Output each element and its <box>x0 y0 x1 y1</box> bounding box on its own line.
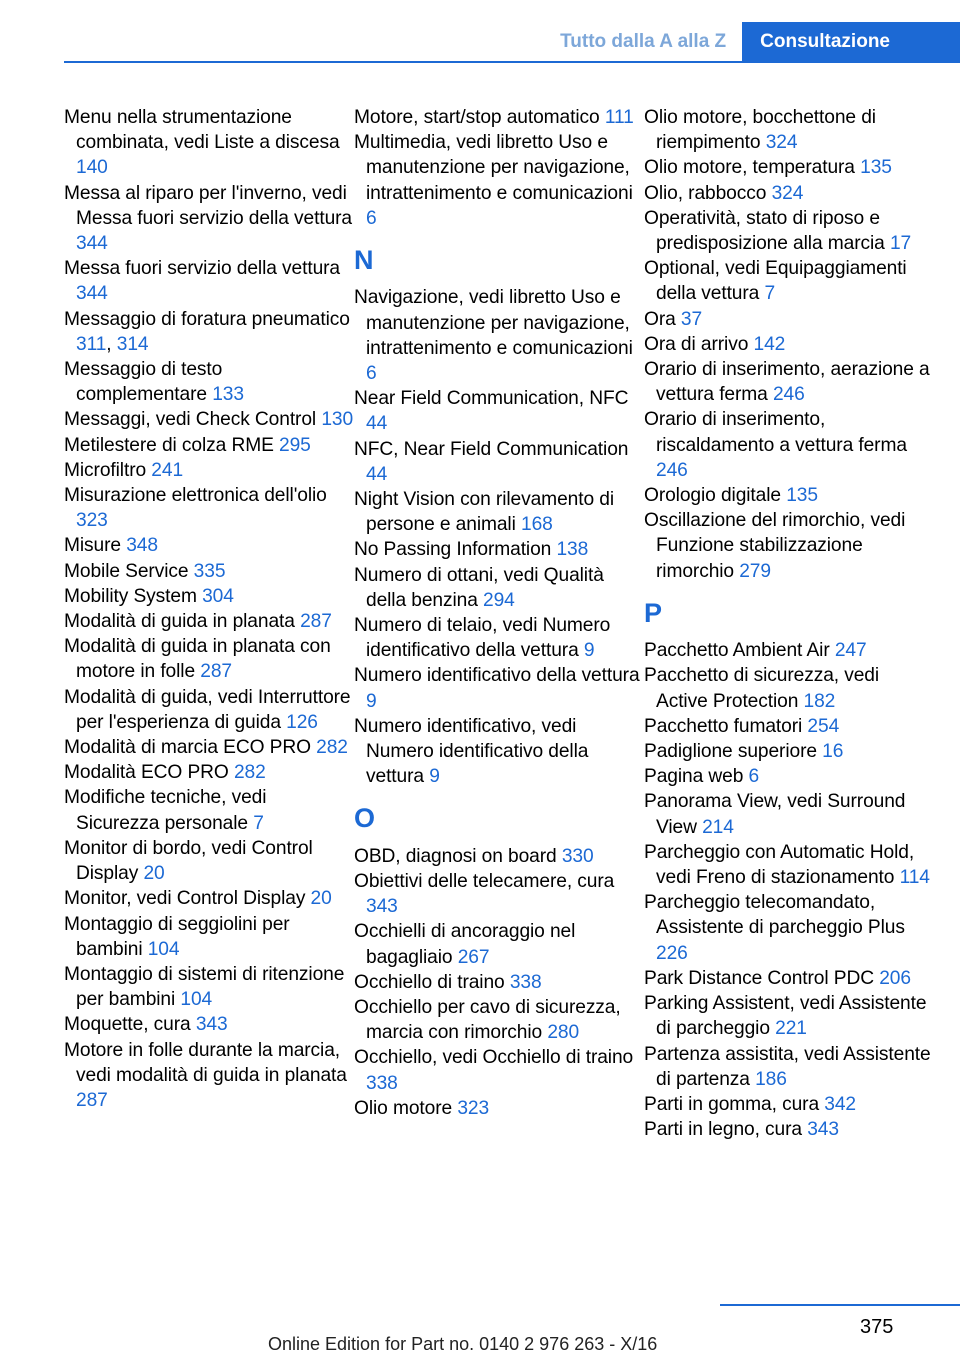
page-link[interactable]: 247 <box>834 640 867 662</box>
index-entry-text: Near Field Communication, NFC <box>354 388 629 410</box>
section-title: Tutto dalla A alla Z <box>560 31 727 52</box>
page-link[interactable]: 280 <box>547 1022 580 1044</box>
edition-note: Online Edition for Part no. 0140 2 976 263 - X/16 <box>268 1334 658 1354</box>
index-entry <box>644 407 934 483</box>
index-entry <box>644 332 934 357</box>
index-entry <box>64 105 354 181</box>
page-link[interactable]: 130 <box>321 409 354 431</box>
page-link[interactable]: 37 <box>680 308 703 330</box>
page-link[interactable]: 267 <box>457 946 490 968</box>
page-link[interactable]: 133 <box>212 384 244 406</box>
index-entry-text: Messaggi, vedi Check Control <box>64 409 317 431</box>
index-entry <box>644 105 934 155</box>
footer-rule <box>720 1304 960 1306</box>
index-entry <box>354 613 644 663</box>
page-link[interactable]: 343 <box>807 1119 839 1141</box>
index-entry <box>644 357 934 407</box>
index-entry-text: Olio motore, bocchettone di riempimento <box>644 107 876 154</box>
index-entry <box>354 919 644 969</box>
page-link[interactable]: 323 <box>76 510 108 532</box>
index-entry <box>354 563 644 613</box>
page-link[interactable]: 344 <box>76 233 108 255</box>
index-entry <box>64 735 354 760</box>
index-entry <box>64 685 354 735</box>
page-link[interactable]: 140 <box>76 157 108 179</box>
index-entry <box>64 634 354 684</box>
page-link[interactable]: 7 <box>764 283 776 305</box>
page-link[interactable]: 314 <box>116 333 149 355</box>
page-link[interactable]: 20 <box>143 863 165 885</box>
index-entry-text: Ora di arrivo <box>644 333 749 355</box>
running-header <box>560 22 960 62</box>
page-link[interactable]: 342 <box>824 1093 856 1115</box>
index-entry <box>644 638 934 663</box>
index-entry <box>354 663 644 713</box>
index-entry-text: Occhiello per cavo di sicurezza, marcia con rimorchio <box>354 997 621 1044</box>
index-column-2 <box>354 105 644 1142</box>
index-entry-text: Olio motore <box>354 1097 453 1119</box>
index-entry <box>644 789 934 839</box>
index-entry-text: Pacchetto fumatori <box>644 715 803 737</box>
index-entry-text: Occhiello di traino <box>354 971 505 993</box>
index-entry-text: Oscillazione del rimorchio, vedi Funzione stabilizzazione rimorchio <box>644 510 906 582</box>
index-entry-text: NFC, Near Field Communication <box>354 438 629 460</box>
index-entry <box>644 739 934 764</box>
index-entry <box>64 483 354 533</box>
index-entry <box>644 764 934 789</box>
index-entry <box>354 844 644 869</box>
page-link[interactable]: 282 <box>316 737 348 759</box>
index-entry <box>644 181 934 206</box>
index-entry <box>354 386 644 436</box>
index-entry-text: Orario di inserimento, aerazione a vettura ferma <box>644 359 930 406</box>
page-link[interactable]: 323 <box>457 1097 490 1119</box>
index-entry-text: Pacchetto di sicurezza, vedi Active Protection <box>644 665 880 712</box>
index-entry-text: Modalità di guida, vedi Interruttore per l'esperienza di guida <box>64 686 351 733</box>
index-entry-text: Pacchetto Ambient Air <box>644 640 830 662</box>
page-link[interactable]: 304 <box>202 585 234 607</box>
page-link[interactable]: 246 <box>772 384 805 406</box>
index-entry <box>64 1038 354 1114</box>
index-entry <box>64 1012 354 1037</box>
index-entry <box>644 840 934 890</box>
page-link[interactable]: 44 <box>366 463 388 485</box>
index-entry-text: Motore in folle durante la marcia, vedi modalità di guida in planata <box>64 1039 347 1086</box>
index-entry-text: Occhiello, vedi Occhiello di traino <box>354 1047 634 1069</box>
index-entry: Messaggio di foratura pneumatico 311, 314 <box>64 308 350 355</box>
page-link[interactable]: 6 <box>748 766 760 788</box>
index-entry <box>354 105 644 130</box>
page-link[interactable]: 254 <box>807 715 840 737</box>
index-entry <box>644 206 934 256</box>
index-entry <box>354 869 644 919</box>
index-entry <box>644 890 934 966</box>
page-link[interactable]: 104 <box>180 989 213 1011</box>
page-link[interactable]: 182 <box>803 690 836 712</box>
page-link[interactable]: 104 <box>147 938 180 960</box>
index-entry <box>354 1045 644 1095</box>
index-entry-text: Obiettivi delle telecamere, cura <box>354 871 615 893</box>
index-entry-text: Parcheggio con Automatic Hold, vedi Freno di stazionamento <box>644 841 915 889</box>
page-link[interactable]: 344 <box>76 283 108 305</box>
page-link[interactable]: 338 <box>366 1072 398 1094</box>
page-link[interactable]: 20 <box>310 888 332 910</box>
page-link[interactable]: 17 <box>889 233 912 255</box>
index-entry-text: Montaggio di sistemi di ritenzione per bambini <box>64 963 345 1011</box>
page-link[interactable]: 142 <box>753 333 786 355</box>
index-entry-text: Partenza assistita, vedi Assistente di partenza <box>644 1043 931 1090</box>
page-link[interactable]: 206 <box>879 967 911 989</box>
index-entry <box>354 537 644 562</box>
page-link[interactable]: 343 <box>366 896 398 918</box>
index-entry-text: Operatività, stato di riposo e predisposizione alla marcia <box>644 207 885 255</box>
index-entry <box>64 357 354 407</box>
page-link[interactable]: 6 <box>366 363 377 385</box>
index-entry-text: Numero di telaio, vedi Numero identificativo della vettura <box>354 615 611 662</box>
index-entry-text: Microfiltro <box>64 459 147 481</box>
index-columns <box>64 105 934 1142</box>
page-link[interactable]: 324 <box>771 182 804 204</box>
index-entry <box>64 912 354 962</box>
page-link[interactable]: 9 <box>583 640 595 662</box>
page-link[interactable]: 279 <box>739 560 771 582</box>
index-entry-text: Padiglione superiore <box>644 741 817 763</box>
index-entry <box>64 458 354 483</box>
page-link[interactable]: 246 <box>656 459 688 481</box>
page-link[interactable]: 324 <box>765 132 798 154</box>
page-link[interactable]: 114 <box>899 867 930 889</box>
page-link[interactable]: 282 <box>233 762 266 784</box>
index-entry <box>354 970 644 995</box>
index-entry-text: Orologio digitale <box>644 485 781 507</box>
index-entry-text: Modalità di guida in planata con motore in folle <box>64 636 331 683</box>
page-link[interactable]: 343 <box>195 1014 228 1036</box>
index-entry-text: Messa al riparo per l'inverno, vedi Messa fuori servizio della vettura <box>64 182 352 229</box>
index-entry-text: Menu nella strumentazione combinata, vedi Liste a discesa <box>64 107 340 154</box>
index-entry <box>644 991 934 1041</box>
page-link[interactable]: 311 <box>76 333 107 355</box>
index-entry <box>64 962 354 1012</box>
page-link[interactable]: 221 <box>775 1018 807 1040</box>
index-entry-text: Montaggio di seggiolini per bambini <box>64 913 290 960</box>
index-entry-text: Modalità di marcia ECO PRO <box>64 737 311 759</box>
index-entry-text: Moquette, cura <box>64 1014 191 1036</box>
index-entry-text: Numero di ottani, vedi Qualità della benzina <box>354 564 604 611</box>
page-link[interactable]: 241 <box>151 459 184 481</box>
page-link[interactable]: 138 <box>556 539 589 561</box>
page-link[interactable]: 287 <box>200 661 232 683</box>
index-entry <box>644 307 934 332</box>
index-entry <box>644 483 934 508</box>
page-link[interactable]: 186 <box>755 1068 787 1090</box>
page-link[interactable]: 294 <box>483 589 515 611</box>
index-entry <box>644 1042 934 1092</box>
index-entry <box>64 836 354 886</box>
index-entry <box>644 1092 934 1117</box>
index-entry-text: Misure <box>64 535 121 557</box>
index-entry <box>64 584 354 609</box>
index-entry <box>64 533 354 558</box>
index-entry <box>644 256 934 306</box>
index-entry-text: Numero identificativo, vedi Numero identificativo della vettura <box>354 715 589 788</box>
page-link[interactable]: 135 <box>786 485 818 507</box>
index-entry-text: Park Distance Control PDC <box>644 967 874 989</box>
index-entry-text: Occhielli di ancoraggio nel bagagliaio <box>354 921 576 968</box>
index-entry-text: Parti in legno, cura <box>644 1119 802 1141</box>
index-entry-text: Multimedia, vedi libretto Uso e manutenzione per navigazione, intrattenimento e comunicazioni <box>354 132 633 204</box>
index-entry-text: Parti in gomma, cura <box>644 1093 820 1115</box>
index-entry <box>64 407 354 432</box>
index-entry-text: Monitor di bordo, vedi Control Display <box>64 837 313 885</box>
page-link[interactable]: 295 <box>279 434 311 456</box>
index-entry <box>354 1096 644 1121</box>
index-entry <box>354 995 644 1045</box>
index-entry-text: Night Vision con rilevamento di persone e animali <box>354 489 614 536</box>
index-entry <box>354 285 644 386</box>
page-number: 375 <box>860 1316 894 1338</box>
index-entry <box>644 1117 934 1142</box>
index-column-1 <box>64 105 354 1142</box>
index-entry-text: Panorama View, vedi Surround View <box>644 791 906 838</box>
index-entry <box>64 256 354 306</box>
index-entry <box>64 433 354 458</box>
index-entry-text: Metilestere di colza RME <box>64 434 274 456</box>
page-link[interactable]: 9 <box>429 766 440 788</box>
page-link[interactable]: 9 <box>366 690 377 712</box>
page-link[interactable]: 126 <box>286 711 318 733</box>
index-entry-text: OBD, diagnosi on board <box>354 845 557 867</box>
page-link[interactable]: 168 <box>521 514 553 536</box>
page-link[interactable]: 6 <box>366 207 377 229</box>
index-entry-text: Pagina web <box>644 766 744 788</box>
index-entry-text: Modalità di guida in planata <box>64 611 295 633</box>
index-entry-text: Messaggio di testo complementare <box>64 359 223 406</box>
page-link[interactable]: 338 <box>509 971 542 993</box>
index-entry <box>64 886 354 911</box>
index-entry-text: Misurazione elettronica dell'olio <box>64 485 327 507</box>
page-link[interactable]: 16 <box>822 741 844 763</box>
page-link[interactable]: 214 <box>702 816 734 838</box>
page-link[interactable]: 44 <box>366 413 388 435</box>
chapter-tab: Consultazione <box>742 22 960 62</box>
index-entry-text: Mobility System <box>64 585 197 607</box>
index-entry <box>64 559 354 584</box>
index-entry <box>64 609 354 634</box>
index-entry-text: Navigazione, vedi libretto Uso e manutenzione per navigazione, intrattenimento e comunicazioni <box>354 287 633 359</box>
index-entry <box>644 966 934 991</box>
page-link[interactable]: 226 <box>656 942 688 964</box>
index-entry-text: Orario di inserimento, riscaldamento a vettura ferma <box>644 409 907 456</box>
index-letter-heading: O <box>354 803 376 834</box>
index-letter-heading: P <box>644 597 663 628</box>
index-entry-text: Parcheggio telecomandato, Assistente di parcheggio Plus <box>644 892 905 939</box>
index-entry-text: Modifiche tecniche, vedi Sicurezza personale <box>64 787 267 834</box>
index-entry <box>64 760 354 785</box>
header-rule <box>64 61 960 63</box>
index-entry <box>644 508 934 584</box>
index-entry <box>354 130 644 231</box>
index-entry-text: Mobile Service <box>64 560 189 582</box>
index-entry-text: Ora <box>644 308 676 330</box>
index-entry-text: Optional, vedi Equipaggiamenti della vettura <box>644 258 907 305</box>
index-entry-text: Olio motore, temperatura <box>644 157 855 179</box>
page-link[interactable]: 111 <box>604 107 634 128</box>
index-entry <box>644 714 934 739</box>
index-entry-text: Parking Assistent, vedi Assistente di parcheggio <box>644 993 927 1040</box>
index-entry <box>354 714 644 790</box>
page-link[interactable]: 287 <box>76 1089 108 1111</box>
index-entry-text: Numero identificativo della vettura <box>354 665 640 687</box>
index-entry <box>64 181 354 257</box>
page-link[interactable]: 335 <box>193 560 226 582</box>
index-entry <box>644 155 934 180</box>
page-link[interactable]: 330 <box>561 845 594 867</box>
index-entry-text: Messaggio di foratura pneumatico <box>64 308 350 330</box>
index-letter-heading: N <box>354 245 374 276</box>
index-entry <box>354 437 644 487</box>
page-link[interactable]: 135 <box>860 157 892 179</box>
page-link[interactable]: 348 <box>126 535 158 557</box>
page-link[interactable]: 287 <box>300 611 332 633</box>
index-entry <box>644 663 934 713</box>
index-entry-text: Motore, start/stop automatico <box>354 107 600 128</box>
index-column-3 <box>644 105 934 1142</box>
page-link[interactable]: 7 <box>253 812 264 834</box>
index-entry <box>354 487 644 537</box>
index-entry <box>64 785 354 835</box>
index-entry-text: Monitor, vedi Control Display <box>64 888 306 910</box>
index-entry-text: Olio, rabbocco <box>644 182 767 204</box>
index-entry-text: Messa fuori servizio della vettura <box>64 258 340 280</box>
index-entry-text: No Passing Information <box>354 539 552 561</box>
index-entry-text: Modalità ECO PRO <box>64 762 229 784</box>
